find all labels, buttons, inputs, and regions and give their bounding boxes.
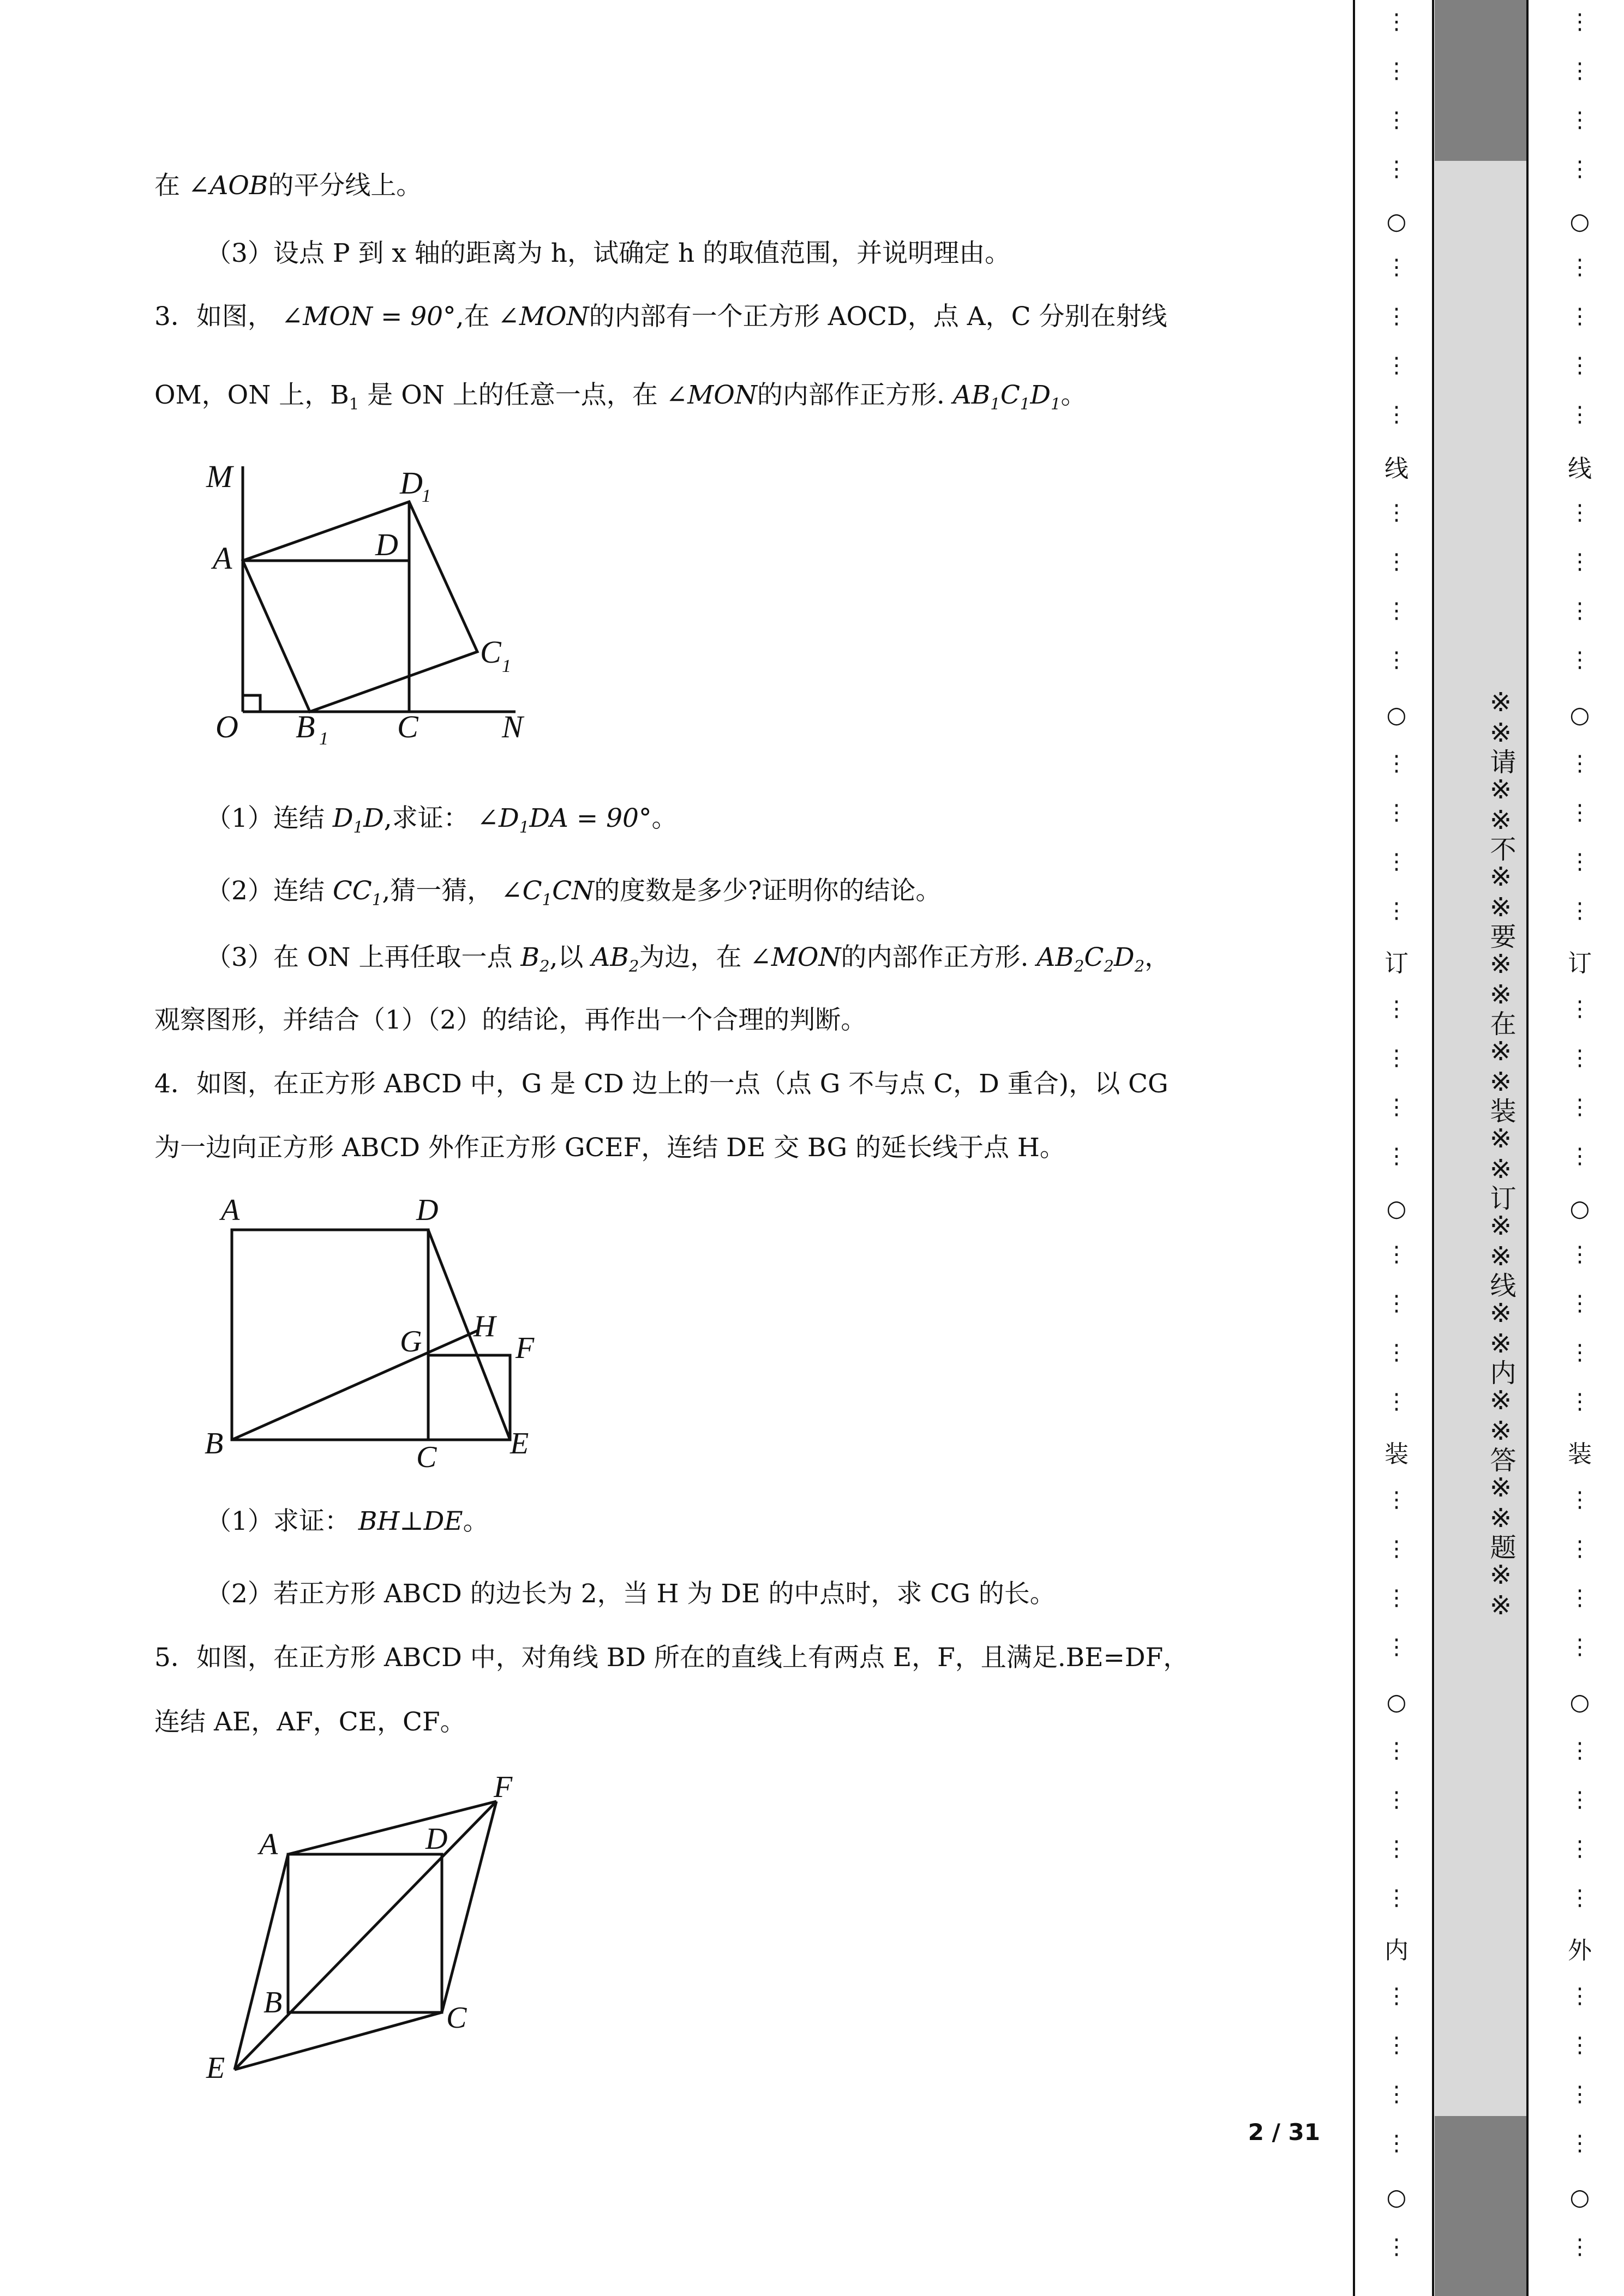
binding-divider-right [1526, 0, 1529, 2296]
label-n: N [502, 709, 523, 744]
label-f: F [494, 1770, 513, 1804]
label-e: E [206, 2051, 225, 2085]
square-abcd [232, 1230, 428, 1440]
label-d: D [426, 1822, 448, 1856]
label-b: B [205, 1427, 224, 1460]
gray-block-top [1435, 0, 1526, 161]
label-a: A [221, 1193, 240, 1227]
question-3-part-3: （3）在 ON 上再任取一点 $B_2$,以 $AB_2$为边，在 ∠MON的内部作正方形. $AB_2C_2D_2$， [206, 942, 1171, 976]
question-4-part-1: （1）求证： BH⊥DE。 [206, 1506, 489, 1536]
label-a: A [259, 1828, 278, 1861]
gray-block-bottom [1435, 2116, 1526, 2296]
figure-question-4 [196, 1183, 546, 1478]
label-b1: B [296, 709, 315, 744]
question-3-part-1: （1）连结 $D_1D$,求证： $\angle D_1DA = 90^\circ$。 [206, 803, 678, 837]
label-a: A [213, 540, 232, 576]
square-ab1c1d1 [243, 502, 477, 712]
label-o: O [215, 709, 238, 744]
segment-bh [232, 1331, 477, 1440]
segment-de [428, 1230, 510, 1440]
text-line-2: （3）设点 P 到 x 轴的距离为 h，试确定 h 的取值范围，并说明理由。 [206, 238, 1011, 268]
label-d: D [416, 1193, 439, 1227]
label-c: C [416, 1440, 437, 1474]
circle-mark: ○ [1569, 1195, 1590, 1222]
circle-mark: ○ [1386, 2184, 1407, 2210]
label-m: M [206, 459, 233, 494]
label-c: C [446, 2001, 467, 2035]
binding-divider-left [1432, 0, 1434, 2296]
figure-question-3 [196, 453, 546, 758]
question-3-part-3-cont: 观察图形，并结合（1）（2）的结论，再作出一个合理的判断。 [154, 1005, 867, 1035]
label-c1-sub: 1 [502, 656, 511, 676]
label-d1-sub: 1 [422, 486, 431, 506]
binding-label-zhuang: 装 [1385, 1440, 1409, 1468]
binding-warning: ※※请※※不※※要※※在※※装※※订※※线※※内※※答※※题※※ [1485, 687, 1516, 1621]
question-3-intro-cont: OM，ON 上，$B_1$ 是 ON 上的任意一点，在 ∠MON的内部作正方形. $AB_1C_1D_1$。 [154, 380, 1087, 413]
label-h: H [474, 1309, 496, 1343]
segment-ae [235, 1854, 288, 2070]
question-5-intro: 5．如图，在正方形 ABCD 中，对角线 BD 所在的直线上有两点 E，F，且满足.BE=DF， [154, 1643, 1189, 1673]
binding-left-border [1353, 0, 1355, 2296]
question-4-intro: 4．如图，在正方形 ABCD 中，G 是 CD 边上的一点（点 G 不与点 C，D 重合)，以 CG [154, 1069, 1168, 1099]
label-f: F [516, 1331, 535, 1365]
circle-mark: ○ [1569, 701, 1590, 728]
binding-column-inner: ⋮ ⋮ ⋮ ⋮ ○ ⋮ ⋮ ⋮ ⋮ 线 ⋮ ⋮ ⋮ ⋮ ○ ⋮ ⋮ ⋮ ⋮ 订 ⋮ ⋮ ⋮ ⋮ ○ ⋮ ⋮ ⋮ ⋮ 装 ⋮ ⋮ ⋮ ⋮ ○ ⋮ ⋮ ⋮ ⋮ 内 ⋮ ⋮ ⋮ ⋮ ○ ⋮ [1369, 0, 1424, 2296]
segment-af [288, 1801, 496, 1854]
label-d: D [375, 527, 398, 562]
circle-mark: ○ [1569, 208, 1590, 235]
figure-question-5 [196, 1762, 546, 2089]
label-g: G [400, 1325, 422, 1359]
label-e: E [510, 1427, 529, 1460]
question-4-part-2: （2）若正方形 ABCD 的边长为 2，当 H 为 DE 的中点时，求 CG 的长。 [206, 1579, 1056, 1609]
page-number: 2 / 31 [1248, 2119, 1320, 2145]
question-5-intro-cont: 连结 AE，AF，CE，CF。 [154, 1707, 466, 1737]
binding-column-outer: ⋮ ⋮ ⋮ ⋮ ○ ⋮ ⋮ ⋮ ⋮ 线 ⋮ ⋮ ⋮ ⋮ ○ ⋮ ⋮ ⋮ ⋮ 订 ⋮ ⋮ ⋮ ⋮ ○ ⋮ ⋮ ⋮ ⋮ 装 ⋮ ⋮ ⋮ ⋮ ○ ⋮ ⋮ ⋮ ⋮ 外 ⋮ ⋮ ⋮ ⋮ ○ ⋮ [1553, 0, 1607, 2296]
binding-label-nei: 内 [1385, 1937, 1409, 1964]
binding-label-line: 线 [1385, 455, 1409, 483]
circle-mark: ○ [1386, 1688, 1407, 1715]
circle-mark: ○ [1386, 1195, 1407, 1222]
label-b1-sub: 1 [319, 729, 328, 749]
binding-label-ding: 订 [1568, 949, 1592, 977]
segment-ce [235, 2012, 442, 2070]
segment-cf [442, 1801, 496, 2012]
binding-label-ding: 订 [1385, 949, 1409, 977]
circle-mark: ○ [1386, 208, 1407, 235]
binding-label-wai: 外 [1568, 1937, 1592, 1964]
circle-mark: ○ [1569, 1688, 1590, 1715]
question-3-part-2: （2）连结 $CC_1$,猜一猜， $\angle C_1CN$的度数是多少?证明你的结论。 [206, 876, 942, 909]
circle-mark: ○ [1386, 701, 1407, 728]
text-line-1: 在 ∠AOB的平分线上。 [154, 171, 422, 201]
circle-mark: ○ [1569, 2184, 1590, 2210]
square-abcd [288, 1854, 442, 2012]
binding-label-zhuang: 装 [1568, 1440, 1592, 1468]
label-c1: C [480, 634, 501, 670]
binding-label-line: 线 [1568, 455, 1592, 483]
label-c: C [397, 709, 418, 744]
label-b: B [263, 1986, 283, 2019]
square-gcef [428, 1355, 510, 1440]
question-4-intro-cont: 为一边向正方形 ABCD 外作正方形 GCEF，连结 DE 交 BG 的延长线于点 H。 [154, 1133, 1065, 1163]
right-angle-mark [243, 695, 260, 712]
label-d1: D [400, 465, 423, 501]
question-3-intro: 3．如图， ∠MON = 90°,在 ∠MON的内部有一个正方形 AOCD，点 A，C 分别在射线 [154, 302, 1167, 332]
